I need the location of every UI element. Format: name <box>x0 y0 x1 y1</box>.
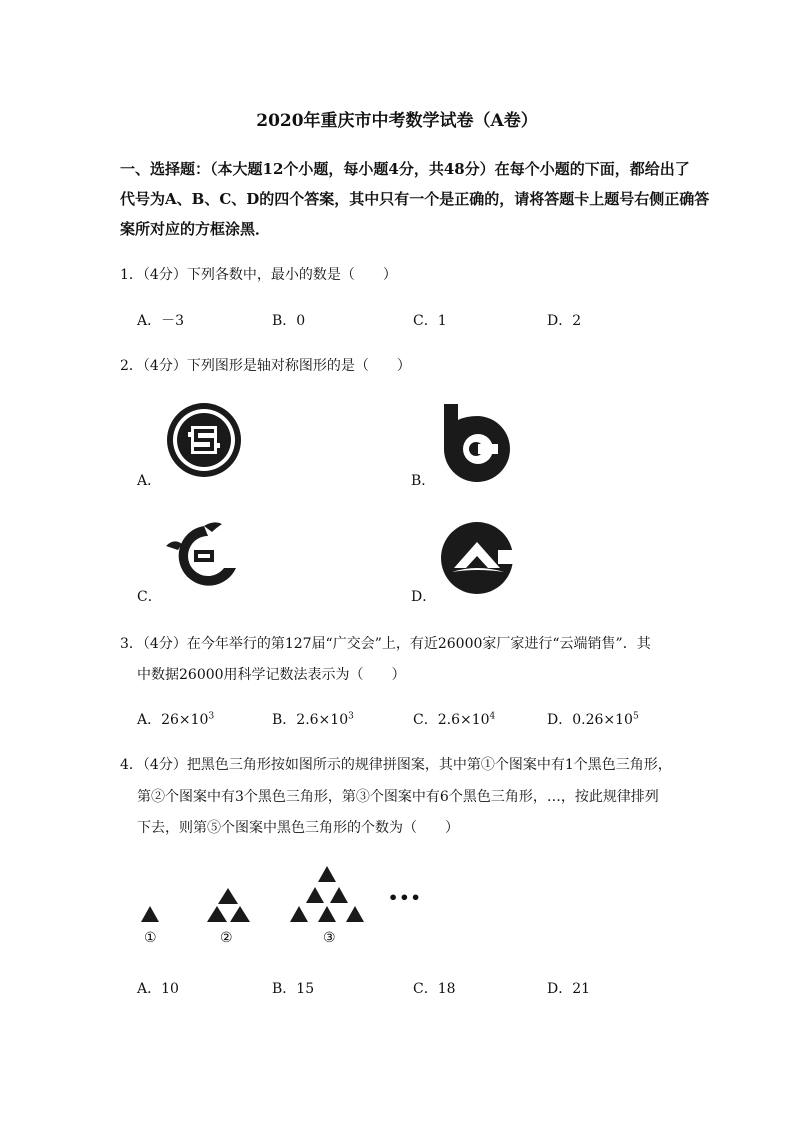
section-instruction-line-3: 案所对应的方框涂黑． <box>120 220 271 238</box>
triangle-icon <box>290 906 308 922</box>
triangle-icon <box>218 888 238 904</box>
triangle-icon <box>306 887 324 903</box>
ellipsis: ••• <box>388 888 422 907</box>
q4-option-b: B．15 <box>272 981 315 997</box>
q3-option-a: A．$26\times 10^3$ <box>137 711 215 728</box>
triangle-pattern-figure <box>130 858 420 928</box>
question-4-line-2: 第②个图案中有3个黑色三角形，第③个图案中有6个黑色三角形，…，按此规律排列 <box>137 789 659 805</box>
question-3-line-1: 3．（4分）在今年举行的第127届“广交会”上，有近26000家厂家进行“云端销售”．其 <box>120 636 651 652</box>
question-4-line-1: 4．（4分）把黑色三角形按如图所示的规律拼图案，其中第①个图案中有1个黑色三角形， <box>120 757 672 773</box>
logo-a-icon <box>164 402 244 478</box>
figure-label-3: ③ <box>323 930 336 946</box>
q2-label-a: A． <box>137 473 162 489</box>
q3-option-b: B．$2.6\times 10^3$ <box>272 711 354 728</box>
logo-d-icon <box>440 520 516 596</box>
q1-option-b: B．0 <box>272 313 306 329</box>
question-2-stem: 2．（4分）下列图形是轴对称图形的是（ ） <box>120 358 411 374</box>
logo-b-icon <box>438 402 514 480</box>
logo-c-icon <box>164 516 244 592</box>
q3-option-c: C．$2.6\times 10^4$ <box>413 711 496 728</box>
page-title: 2020年重庆市中考数学试卷（A卷） <box>256 111 538 131</box>
triangle-icon <box>141 906 159 922</box>
q2-label-d: D． <box>411 589 437 605</box>
triangle-icon <box>318 866 336 882</box>
figure-label-2: ② <box>220 930 233 946</box>
q2-label-c: C． <box>137 589 162 605</box>
section-instruction-line-1: 一、选择题：（本大题12个小题，每小题4分，共48分）在每个小题的下面，都给出了 <box>120 160 690 178</box>
question-1-stem: 1．（4分）下列各数中，最小的数是（ ） <box>120 267 397 283</box>
triangle-icon <box>346 906 364 922</box>
triangle-icon <box>318 906 336 922</box>
question-4-line-3: 下去，则第⑤个图案中黑色三角形的个数为（ ） <box>137 820 459 836</box>
q1-option-d: D．2 <box>547 313 582 329</box>
triangle-icon <box>330 887 348 903</box>
section-instruction-line-2: 代号为A、B、C、D的四个答案，其中只有一个是正确的，请将答题卡上题号右侧正确答 <box>120 190 710 208</box>
triangle-icon <box>230 906 250 922</box>
q4-option-c: C．18 <box>413 981 456 997</box>
question-3-line-2: 中数据26000用科学记数法表示为（ ） <box>137 667 406 683</box>
q3-option-d: D．$0.26\times 10^5$ <box>547 711 639 728</box>
q1-option-c: C．1 <box>413 313 447 329</box>
figure-label-1: ① <box>144 930 157 946</box>
triangle-icon <box>207 906 227 922</box>
q1-option-a: A．－3 <box>137 313 185 329</box>
q4-option-d: D．21 <box>547 981 591 997</box>
q4-option-a: A．10 <box>137 981 179 997</box>
q2-label-b: B． <box>411 473 436 489</box>
